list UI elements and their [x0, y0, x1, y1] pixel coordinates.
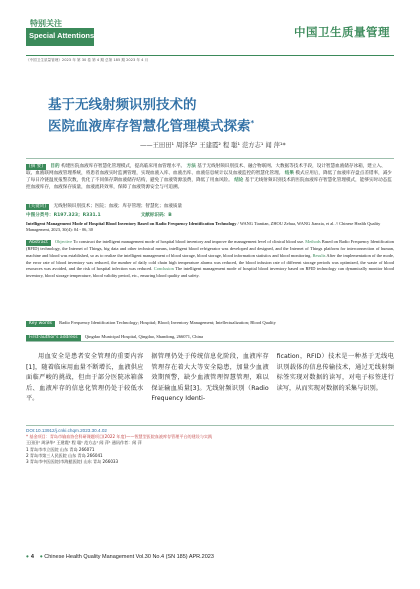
- en-authors: WANG Tiantian, ZHOU Zehua, WANG Jianxia, et al.: [239, 221, 335, 226]
- en-keywords-label: Key words: [26, 321, 55, 327]
- en-title: Intelligent Management Mode of Hospital Blood Inventory Based on Radio Frequency Identification Technology: [26, 221, 237, 226]
- cn-abstract-label: [摘 要]: [26, 164, 46, 170]
- classification: [26, 212, 172, 218]
- footer-journal: Chinese Health Quality Management Vol.30 No.4 (SN 185) APR.2023: [44, 553, 214, 560]
- section-tag: [26, 18, 96, 52]
- title-line-1: 基于无线射频识别技术的: [48, 97, 197, 113]
- section-title-en: Special Attentions: [29, 31, 95, 40]
- cn-abstract: [摘 要] 目的 构建医院血液库存智慧化管理模式，提高临床用血管理水平。 方法 基于无线射频识别技术、融合物联网、大数据等技术手段，设计智慧血液储存冰箱，建立入、取、血液联网血液管理系统，将患者血液实时监测管理，实现血液入库、血液出库、血液信息统计以及血液监控的智慧化管理。 结果 模式应用后，降低了血液库存盘点差错率，减少了每日冷链温度报警次数，优化了不同保存期血液储存结构，避免了血液资源浪费，降低了用血风险。 结论 基于无线射频识别技术的医院血液库存智慧化管理模式，能够实时动态监控血液库存，血液保存质量，血液流转效率，保障了血液资源安全与可追溯。: [26, 164, 392, 190]
- footer-dot-icon: •: [26, 552, 29, 561]
- footnote-divider: [26, 425, 394, 426]
- body-column-2: 据管理仍处于传统信息化阶段，血液库存管理存在着大大等安全隐患，加量少血液效期预警，缺少血液管理智慧管理，难以保证输血质量[3]。无线射频识别（Radio Frequency Identi-: [151, 353, 269, 402]
- title-footnote-marker: *: [250, 119, 255, 127]
- first-author-address: First-author's address Qingdao Municipal Hospital, Qingdao, Shandong, 266071, China: [26, 334, 394, 341]
- fund-note: * 基金项目：青岛市输血协会科研课题项目(2022 年度)——智慧型医院血液库存管理平台的建设与实践: [26, 434, 213, 440]
- document-code: 文献标识码：B: [140, 213, 172, 218]
- cn-keywords-label: [关键词]: [26, 204, 49, 210]
- body-text: [26, 352, 394, 420]
- body-column-1: 用血安全是患者安全管理的重要内容[1]，随着临床用血量不断增长，血液供应面临严峻的挑战，但由于部分医院冰箱落后、血液库存的信息化管理仍处于较低水平。: [26, 353, 144, 402]
- section-title-cn: 特别关注: [30, 19, 62, 28]
- page-footer: • 4 • Chinese Health Quality Management Vol.30 No.4 (SN 185) APR.2023: [26, 552, 214, 561]
- affiliation-3: 3 青岛市中医医院(市海慈医院) 山东 青岛 266033: [26, 459, 119, 465]
- authors: ——王田田¹ 周泽华² 王建霞² 程 聪¹ 范方志¹ 闻 萍¹*: [140, 142, 286, 149]
- affiliation-2: 2 青岛市第三人民医院 山东 青岛 266041: [26, 452, 103, 458]
- publication-info: 《中国卫生质量管理》2023 年 第 30 卷 第 4 期 总第 185 期 2023 年 4 月: [26, 58, 149, 62]
- en-abstract: Abstract Objective To construct the intelligent management mode of hospital blood inventory and improve the management level of clinical blood use. Methods Based on Radio Frequency Identification (RFID) technology, the Internet of Things, big data and other technical means, intelligent blood refrigerator was developed and designed, and the Internet of Things platform for interconnection of human, machine and blood was established, so as to realize the intelligent management of blood storage, blood storage, blood information statistics and blood monitoring. Results After the implementation of the mode, the error rate of blood inventory was reduced, the number of daily cold chain high temperature alarms was reduced, the blood infusion rate of different storage periods was optimized, the waste of blood resources was avoided, and the risk of hospital infection was reduced. Conclusion The intelligent management mode of hospital blood inventory based on RFID technology can dynamically monitor blood inventory, blood storage temperature, blood validity period, etc., ensuring blood quality and safety.: [26, 239, 394, 279]
- affiliation-1: 1 青岛市市立医院 山东 青岛 266071: [26, 446, 95, 452]
- cn-keywords: [关键词] 无线射频识别技术；医院；血液；库存管理；智慧化；血液质量: [26, 203, 394, 210]
- footnotes: [26, 428, 394, 465]
- en-title-block: Intelligent Management Mode of Hospital Blood Inventory Based on Radio Frequency Identification Technology / WANG Tiantian, ZHOU Zehua, WANG Jianxia, et al. // Chinese Health Quality Management, 2023, 30(4): 04 - 06, 30: [26, 221, 381, 233]
- address-label: First-author's address: [26, 335, 81, 341]
- article-title: [48, 96, 378, 136]
- en-keywords: Key words Radio Frequency Identification Technology; Hospital; Blood; Inventory Management; Intellectualization; Blood Quality: [26, 320, 394, 327]
- en-journal-ref: Chinese Health Quality Management, 2023, 30(4): 04 - 06, 30: [26, 221, 381, 233]
- title-line-2: 医院血液库存智慧化管理模式探索*: [48, 118, 255, 135]
- author-affiliation-line: 王田田¹ 周泽华² 王建霞² 程 聪¹ 范方志¹ 闻 萍¹ 通讯作者：闻 萍: [26, 440, 142, 446]
- doi: DOI:10.13912/j.cnki.chqm.2023.30.4.02: [26, 428, 107, 433]
- page-number: 4: [30, 553, 34, 560]
- clc-number: 中图分类号：R197.323；R331.1: [26, 213, 101, 218]
- body-column-3: fication，RFID）技术是一种基于无线电识别载体的信息传输技术，通过无线射频标签实现对数据的读写，对电子标签进行读写，从而实现对数据的采集与识别。: [276, 353, 394, 392]
- header-divider: [26, 55, 394, 56]
- en-abstract-label: Abstract: [26, 240, 51, 246]
- journal-logo: 中国卫生质量管理: [294, 25, 390, 39]
